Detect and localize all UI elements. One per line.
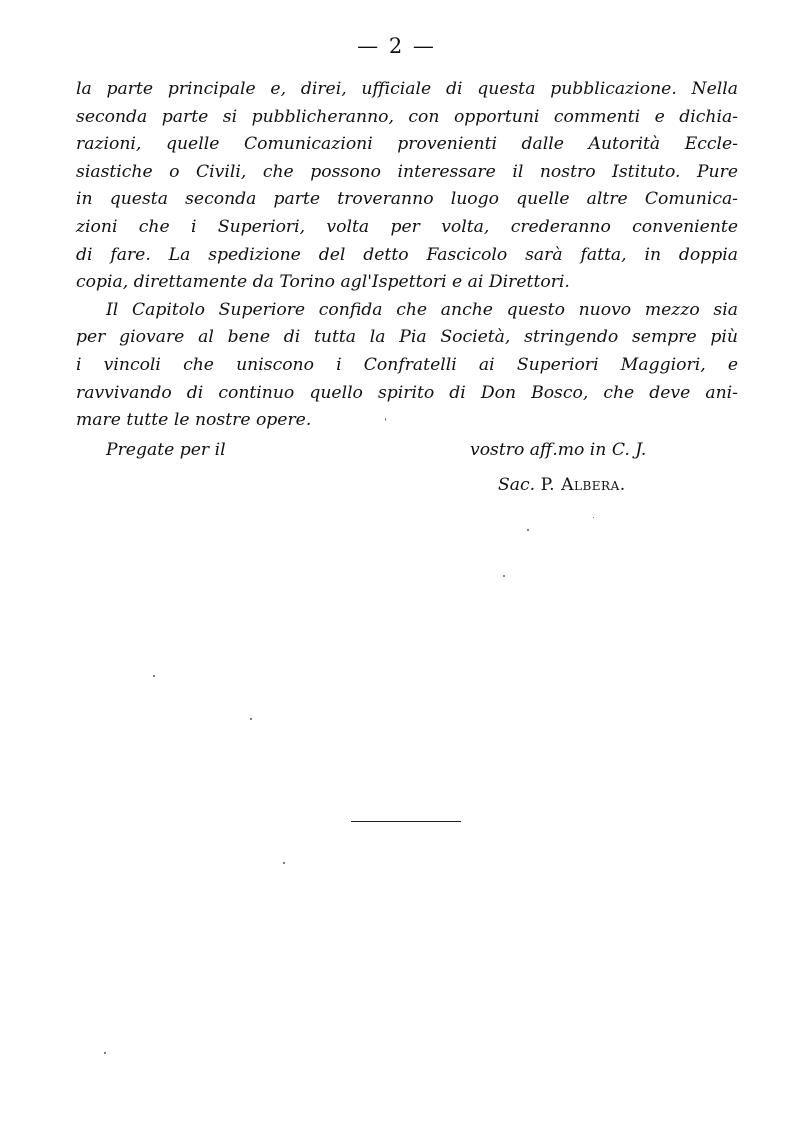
body-text bbox=[76, 76, 738, 435]
text-line: razioni, quelle Comunicazioni provenienti dalle Autorità Eccle- bbox=[76, 134, 738, 155]
scan-speck bbox=[385, 418, 386, 421]
scan-speck bbox=[527, 529, 529, 531]
scan-speck bbox=[104, 1052, 106, 1054]
closing-left: Pregate per il bbox=[106, 440, 226, 460]
text-line: seconda parte si pubblicheranno, con opportuni commenti e dichia- bbox=[76, 106, 738, 127]
closing-right: vostro aff.mo in C. J. bbox=[470, 440, 647, 460]
scan-speck bbox=[593, 517, 594, 518]
text-line: copia, direttamente da Torino agl'Ispettori e ai Direttori. bbox=[76, 272, 570, 293]
scan-speck bbox=[153, 675, 155, 677]
scan-speck bbox=[283, 862, 285, 864]
separator-rule bbox=[351, 821, 461, 822]
signature-name: P. Albera. bbox=[540, 475, 626, 495]
scan-speck bbox=[250, 718, 252, 720]
closing-line bbox=[106, 437, 746, 465]
scan-speck bbox=[503, 575, 505, 577]
page-number: — 2 — bbox=[357, 34, 436, 58]
text-line: ravvivando di continuo quello spirito di Don Bosco, che deve ani- bbox=[76, 382, 738, 403]
text-line: in questa seconda parte troveranno luogo quelle altre Comunica- bbox=[76, 189, 738, 210]
text-line: la parte principale e, direi, ufficiale di questa pubblicazione. Nella bbox=[76, 79, 738, 99]
text-line: di fare. La spedizione del detto Fascicolo sarà fatta, in doppia bbox=[76, 244, 738, 265]
paragraph-first-line: Il Capitolo Superiore confida che anche questo nuovo mezzo sia bbox=[106, 299, 738, 320]
signature-title: Sac. bbox=[498, 475, 536, 495]
text-line: zioni che i Superiori, volta per volta, crederanno conveniente bbox=[76, 216, 738, 237]
signature bbox=[498, 472, 626, 500]
text-line: i vincoli che uniscono i Confratelli ai Superiori Maggiori, e bbox=[76, 354, 738, 375]
text-line: per giovare al bene di tutta la Pia Società, stringendo sempre più bbox=[76, 327, 738, 348]
text-line: mare tutte le nostre opere. bbox=[76, 410, 312, 431]
text-line: siastiche o Civili, che possono interessare il nostro Istituto. Pure bbox=[76, 161, 738, 182]
